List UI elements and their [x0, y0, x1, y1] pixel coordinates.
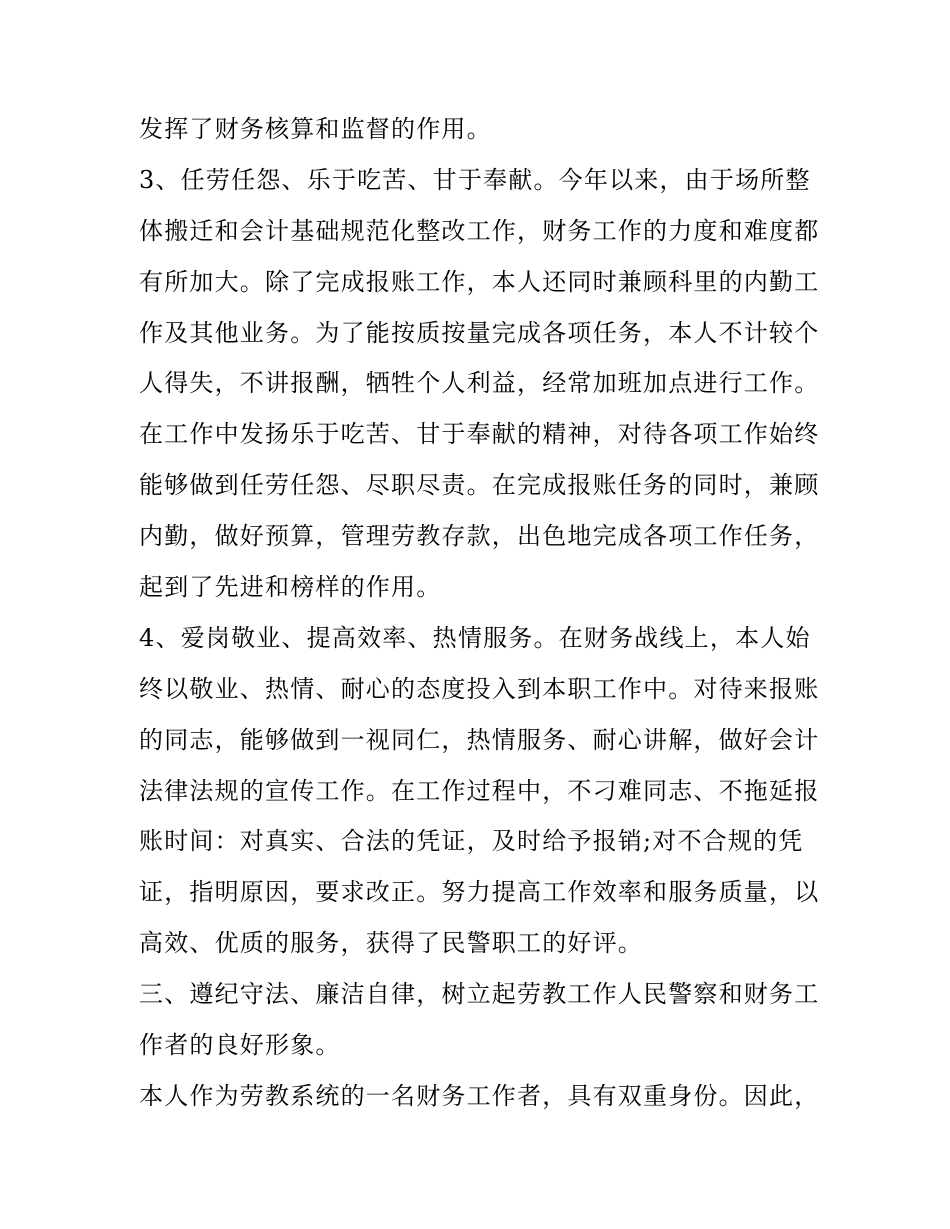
text-line: 法律法规的宣传工作。在工作过程中，不刁难同志、不拖延报 — [139, 776, 820, 805]
text-line: 3、任劳任怨、乐于吃苦、甘于奉献。今年以来，由于场所整 — [139, 165, 811, 194]
text-line: 的同志，能够做到一视同仁，热情服务、耐心讲解，做好会计 — [139, 725, 820, 754]
text-line: 内勤，做好预算，管理劳教存款，出色地完成各项工作任务， — [139, 522, 820, 551]
text-line: 本人作为劳教系统的一名财务工作者，具有双重身份。因此， — [139, 1081, 820, 1110]
text-line: 证，指明原因，要求改正。努力提高工作效率和服务质量，以 — [139, 878, 820, 907]
text-line: 终以敬业、热情、耐心的态度投入到本职工作中。对待来报账 — [139, 674, 820, 703]
text-line: 三、遵纪守法、廉洁自律，树立起劳教工作人民警察和财务工 — [139, 980, 820, 1009]
text-line: 4、爱岗敬业、提高效率、热情服务。在财务战线上，本人始 — [139, 623, 811, 652]
body-text — [139, 108, 819, 1126]
text-line: 能够做到任劳任怨、尽职尽责。在完成报账任务的同时，兼顾 — [139, 471, 820, 500]
text-line: 体搬迁和会计基础规范化整改工作，财务工作的力度和难度都 — [139, 216, 820, 245]
text-line: 账时间：对真实、合法的凭证，及时给予报销;对不合规的凭 — [139, 827, 804, 856]
text-line: 高效、优质的服务，获得了民警职工的好评。 — [139, 929, 643, 958]
text-line: 发挥了财务核算和监督的作用。 — [139, 115, 492, 143]
text-line: 作及其他业务。为了能按质按量完成各项任务，本人不计较个 — [139, 318, 820, 347]
text-line: 有所加大。除了完成报账工作，本人还同时兼顾科里的内勤工 — [139, 267, 820, 296]
text-line: 在工作中发扬乐于吃苦、甘于奉献的精神，对待各项工作始终 — [139, 420, 820, 449]
text-line: 起到了先进和榜样的作用。 — [139, 573, 442, 602]
text-line: 人得失，不讲报酬，牺牲个人利益，经常加班加点进行工作。 — [139, 369, 820, 398]
text-line: 作者的良好形象。 — [139, 1031, 341, 1060]
